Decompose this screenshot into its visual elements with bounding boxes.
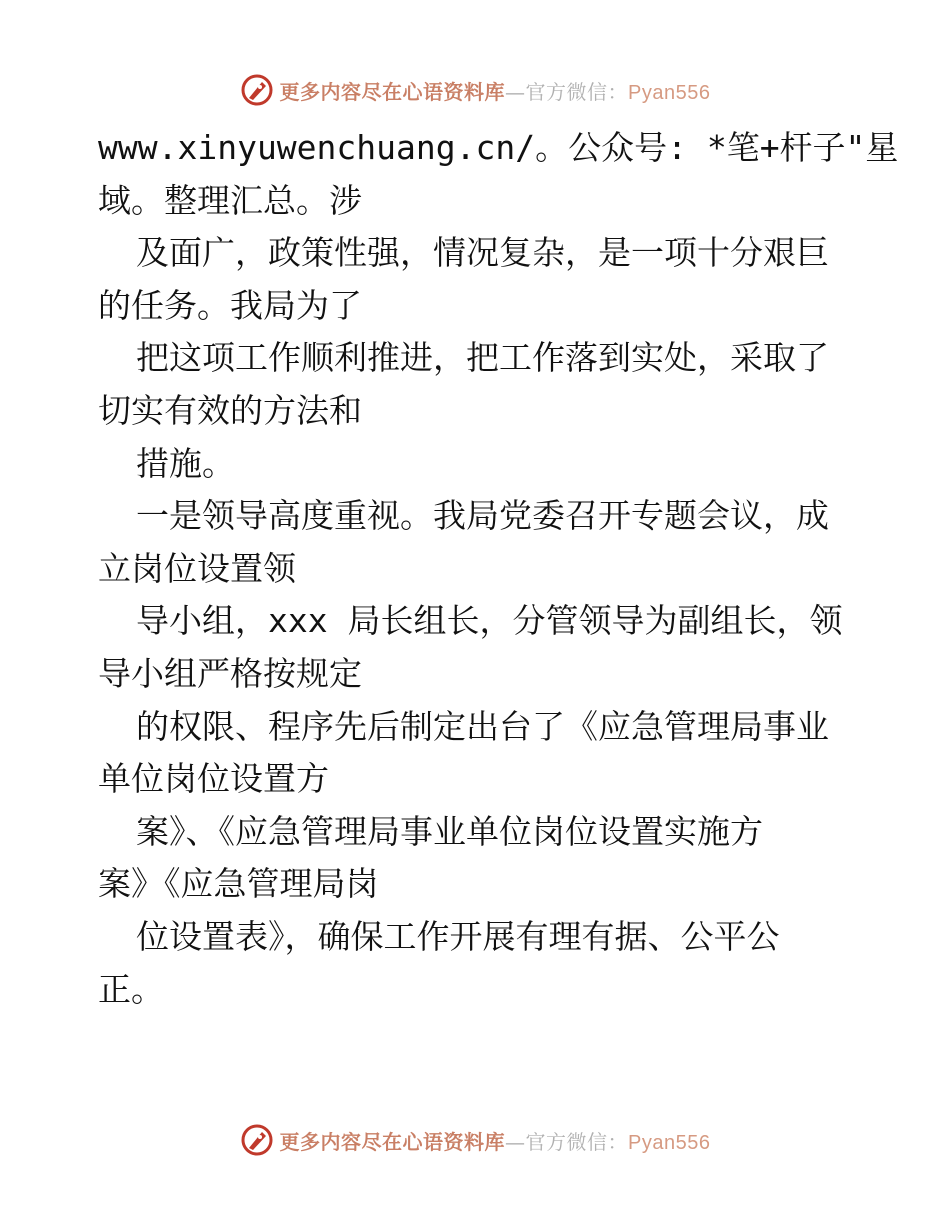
body-line: 位设置表》，确保工作开展有理有据、公平公 bbox=[136, 916, 780, 956]
body-line: 案》《应急管理局岗 bbox=[98, 864, 379, 904]
banner-dash: — bbox=[505, 79, 526, 104]
body-line: 及面广，政策性强，情况复杂，是一项十分艰巨 bbox=[136, 233, 829, 273]
body-line: 导小组严格按规定 bbox=[98, 653, 362, 693]
banner-main-text: 更多内容尽在心语资料库 bbox=[279, 79, 506, 104]
footer-banner bbox=[0, 1120, 950, 1160]
body-line: 一是领导高度重视。我局党委召开专题会议，成 bbox=[136, 496, 829, 536]
body-line: 立岗位设置领 bbox=[98, 548, 296, 588]
pen-nib-logo-icon bbox=[240, 1123, 274, 1157]
body-line: 正。 bbox=[98, 969, 164, 1009]
banner-wechat-id: Pyan556 bbox=[628, 1131, 711, 1154]
body-line: 导小组，xxx 局长组长，分管领导为副组长，领 bbox=[136, 601, 843, 641]
body-line: 的权限、程序先后制定出台了《应急管理局事业 bbox=[136, 706, 829, 746]
body-line: 切实有效的方法和 bbox=[98, 390, 362, 430]
body-line: 域。整理汇总。涉 bbox=[98, 180, 362, 220]
banner-wechat-id: Pyan556 bbox=[628, 81, 711, 104]
body-line: 案》、《应急管理局事业单位岗位设置实施方 bbox=[136, 811, 763, 851]
header-banner bbox=[0, 70, 950, 110]
body-line: www.xinyuwenchuang.cn/。公众号: *笔+杆子"星 bbox=[98, 128, 899, 167]
body-line: 措施。 bbox=[136, 443, 235, 483]
banner-wechat-label: 官方微信： bbox=[525, 1129, 629, 1154]
pen-nib-logo-icon bbox=[240, 73, 274, 107]
body-line: 单位岗位设置方 bbox=[98, 759, 329, 799]
banner-wechat-label: 官方微信： bbox=[525, 79, 629, 104]
header-banner-text bbox=[280, 76, 711, 105]
banner-main-text: 更多内容尽在心语资料库 bbox=[279, 1129, 506, 1154]
document-body bbox=[98, 122, 899, 1016]
body-line: 的任务。我局为了 bbox=[98, 285, 362, 325]
body-line: 把这项工作顺利推进，把工作落到实处，采取了 bbox=[136, 338, 829, 378]
footer-banner-text bbox=[280, 1126, 711, 1155]
banner-dash: — bbox=[505, 1129, 526, 1154]
